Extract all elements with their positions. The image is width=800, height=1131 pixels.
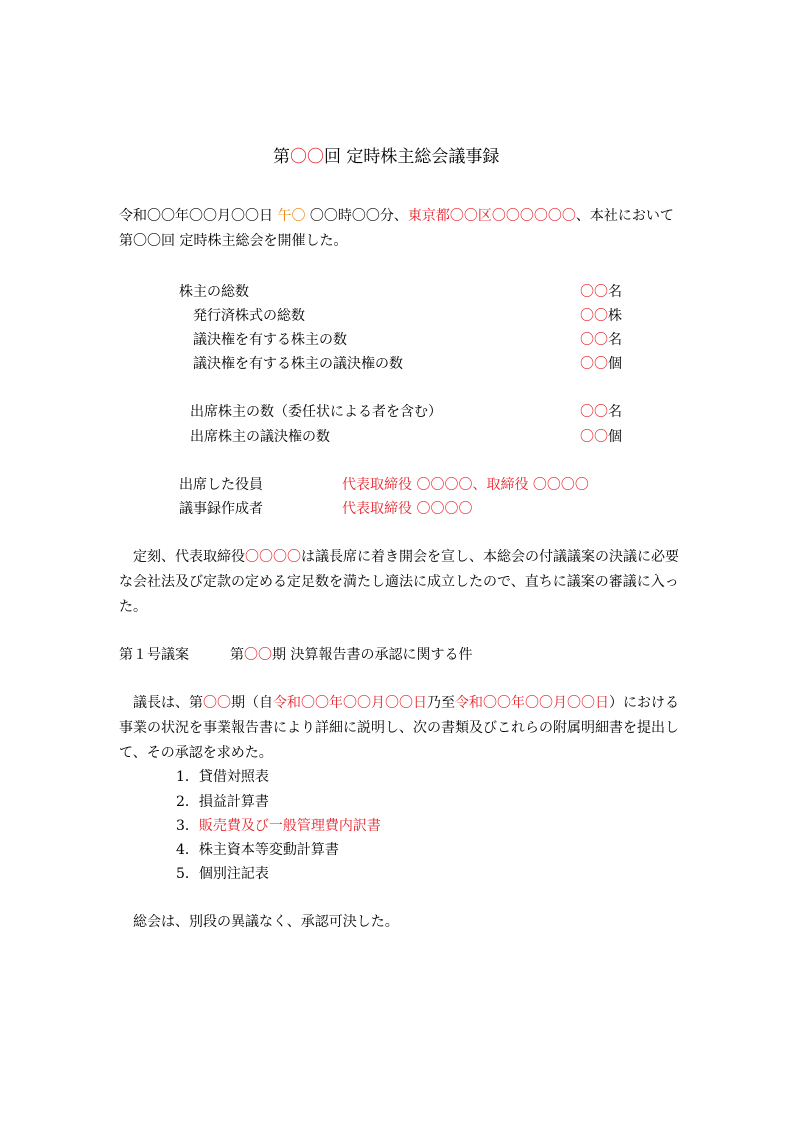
document-number: 1．	[176, 769, 199, 785]
voting-holders-label: 議決権を有する株主の数	[193, 332, 347, 348]
value-unit: 個	[608, 356, 622, 372]
value-placeholder: 〇〇	[580, 284, 608, 300]
agenda-number: 第１号議案	[119, 647, 189, 663]
document-item	[176, 795, 269, 809]
document-label: 株主資本等変動計算書	[198, 842, 339, 858]
attending-rights-label: 出席株主の議決権の数	[190, 429, 330, 445]
opening-line-1	[119, 209, 674, 223]
issued-shares-value	[580, 309, 622, 323]
document-number: 3．	[176, 818, 199, 834]
document-number: 5．	[176, 866, 199, 882]
opening-location: 、本社において	[575, 208, 674, 224]
quorum-line-1	[133, 550, 679, 564]
document-label: 個別注記表	[198, 866, 269, 882]
minutes-author-label: 議事録作成者	[179, 501, 263, 517]
document-number: 4．	[176, 842, 199, 858]
report-text: 議長は、第	[133, 695, 203, 711]
value-placeholder: 〇〇	[580, 332, 608, 348]
title-suffix: 回 定時株主総会議事録	[324, 147, 500, 167]
value-unit: 株	[608, 308, 622, 324]
opening-ampm-placeholder: 午〇	[277, 208, 306, 224]
period-start-placeholder: 令和〇〇年〇〇月〇〇日	[273, 695, 427, 711]
quorum-line-2: な会社法及び定款の定める定足数を満たし適法に成立したので、直ちに議案の審議に入っ	[119, 574, 679, 590]
opening-time: 〇〇時〇〇分、	[305, 208, 408, 224]
document-number: 2．	[176, 794, 199, 810]
opening-date: 令和〇〇年〇〇月〇〇日	[119, 208, 278, 224]
report-text: 乃至	[427, 695, 455, 711]
document-item	[176, 770, 269, 784]
attending-shareholders-label: 出席株主の数（委任状による者を含む）	[190, 404, 442, 420]
value-placeholder: 〇〇	[580, 404, 608, 420]
document-label: 販売費及び一般管理費内訳書	[198, 818, 381, 834]
issued-shares-label: 発行済株式の総数	[193, 308, 305, 324]
attending-officers-label: 出席した役員	[179, 477, 263, 493]
minutes-author-value: 代表取締役 〇〇〇〇	[342, 501, 473, 517]
attending-officers-value: 代表取締役 〇〇〇〇、取締役 〇〇〇〇	[342, 477, 589, 493]
report-line-1	[133, 696, 679, 710]
opening-address-placeholder: 東京都〇〇区〇〇〇〇〇〇	[407, 208, 576, 224]
report-text: ）における	[609, 695, 679, 711]
value-placeholder: 〇〇	[580, 356, 608, 372]
fiscal-term-placeholder: 〇〇	[203, 695, 231, 711]
period-end-placeholder: 令和〇〇年〇〇月〇〇日	[455, 695, 609, 711]
value-unit: 個	[608, 429, 622, 445]
attending-rights-value	[580, 430, 622, 444]
shareholders-total-value	[580, 285, 622, 299]
voting-holders-value	[580, 333, 622, 347]
voting-rights-label: 議決権を有する株主の議決権の数	[193, 356, 403, 372]
quorum-text: は議長席に着き開会を宣し、本総会の付議議案の決議に必要	[301, 549, 679, 565]
chairman-name-placeholder: 〇〇〇〇	[245, 549, 301, 565]
opening-line-2: 第〇〇回 定時株主総会を開催した。	[119, 233, 348, 249]
document-item	[176, 867, 269, 881]
document-item	[176, 843, 339, 857]
quorum-line-3: た。	[119, 599, 147, 615]
value-unit: 名	[608, 404, 622, 420]
voting-rights-value	[580, 357, 622, 371]
agenda-title-text: 期 決算報告書の承認に関する件	[272, 647, 473, 663]
value-placeholder: 〇〇	[580, 429, 608, 445]
report-text: 期（自	[231, 695, 273, 711]
page-title	[273, 149, 499, 166]
title-number-placeholder: 〇〇	[290, 147, 324, 167]
value-placeholder: 〇〇	[580, 308, 608, 324]
quorum-text: 定刻、代表取締役	[133, 549, 245, 565]
conclusion: 総会は、別段の異議なく、承認可決した。	[133, 914, 399, 930]
document-item	[176, 819, 381, 833]
shareholders-total-label: 株主の総数	[179, 284, 249, 300]
title-prefix: 第	[273, 147, 290, 167]
fiscal-term-placeholder: 〇〇	[244, 647, 272, 663]
value-unit: 名	[608, 284, 622, 300]
value-unit: 名	[608, 332, 622, 348]
report-line-3: て、その承認を求めた。	[119, 745, 273, 761]
document-label: 貸借対照表	[198, 769, 269, 785]
agenda-title	[230, 648, 472, 662]
attending-shareholders-value	[580, 405, 622, 419]
document-label: 損益計算書	[198, 794, 269, 810]
report-line-2: 事業の状況を事業報告書により詳細に説明し、次の書類及びこれらの附属明細書を提出し	[119, 720, 679, 736]
agenda-title-text: 第	[230, 647, 244, 663]
